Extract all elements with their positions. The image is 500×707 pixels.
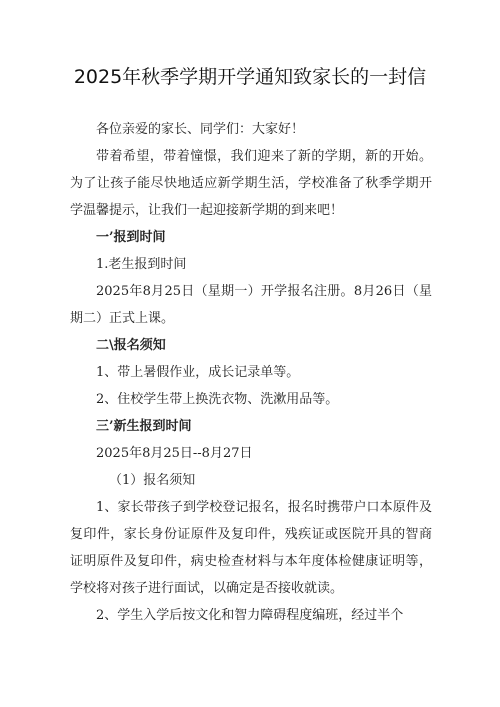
subheading-returning-students: 1.老生报到时间 bbox=[96, 257, 187, 272]
returning-students-date-paragraph: 2025年8月25日（星期一）开学报名注册。8月26日（星期二）正式上课。 bbox=[70, 284, 432, 326]
new-student-item-1: 1、家长带孩子到学校登记报名，报名时携带户口本原件及复印件，家长身份证原件及复印件，残疾证或医院开具的智商证明原件及复印件，病史检查材料与本年度体检健康证明等，学校将对孩子进行面试，以确定是否接收就读。 bbox=[70, 500, 432, 596]
subheading-registration-notes: （1）报名须知 bbox=[109, 473, 196, 488]
section-heading-registration-notes: 二\报名须知 bbox=[96, 338, 166, 353]
document-body bbox=[70, 116, 432, 629]
document-title: 2025年秋季学期开学通知致家长的一封信 bbox=[73, 66, 427, 88]
new-student-item-2: 2、学生入学后按文化和智力障碍程度编班，经过半个 bbox=[96, 608, 404, 623]
section-heading-registration-time: 一’报到时间 bbox=[96, 230, 166, 245]
greeting-paragraph: 各位亲爱的家长、同学们：大家好！ bbox=[96, 122, 305, 137]
note-item-1: 1、带上暑假作业，成长记录单等。 bbox=[96, 365, 300, 380]
intro-paragraph: 带着希望，带着憧憬，我们迎来了新的学期，新的开始。为了让孩子能尽快地适应新学期生活，学校准备了秋季学期开学温馨提示，让我们一起迎接新学期的到来吧！ bbox=[70, 149, 432, 218]
new-students-date: 2025年8月25日--8月27日 bbox=[96, 446, 253, 461]
note-item-2: 2、住校学生带上换洗衣物、洗漱用品等。 bbox=[96, 392, 339, 407]
section-heading-new-students: 三’新生报到时间 bbox=[96, 419, 192, 434]
